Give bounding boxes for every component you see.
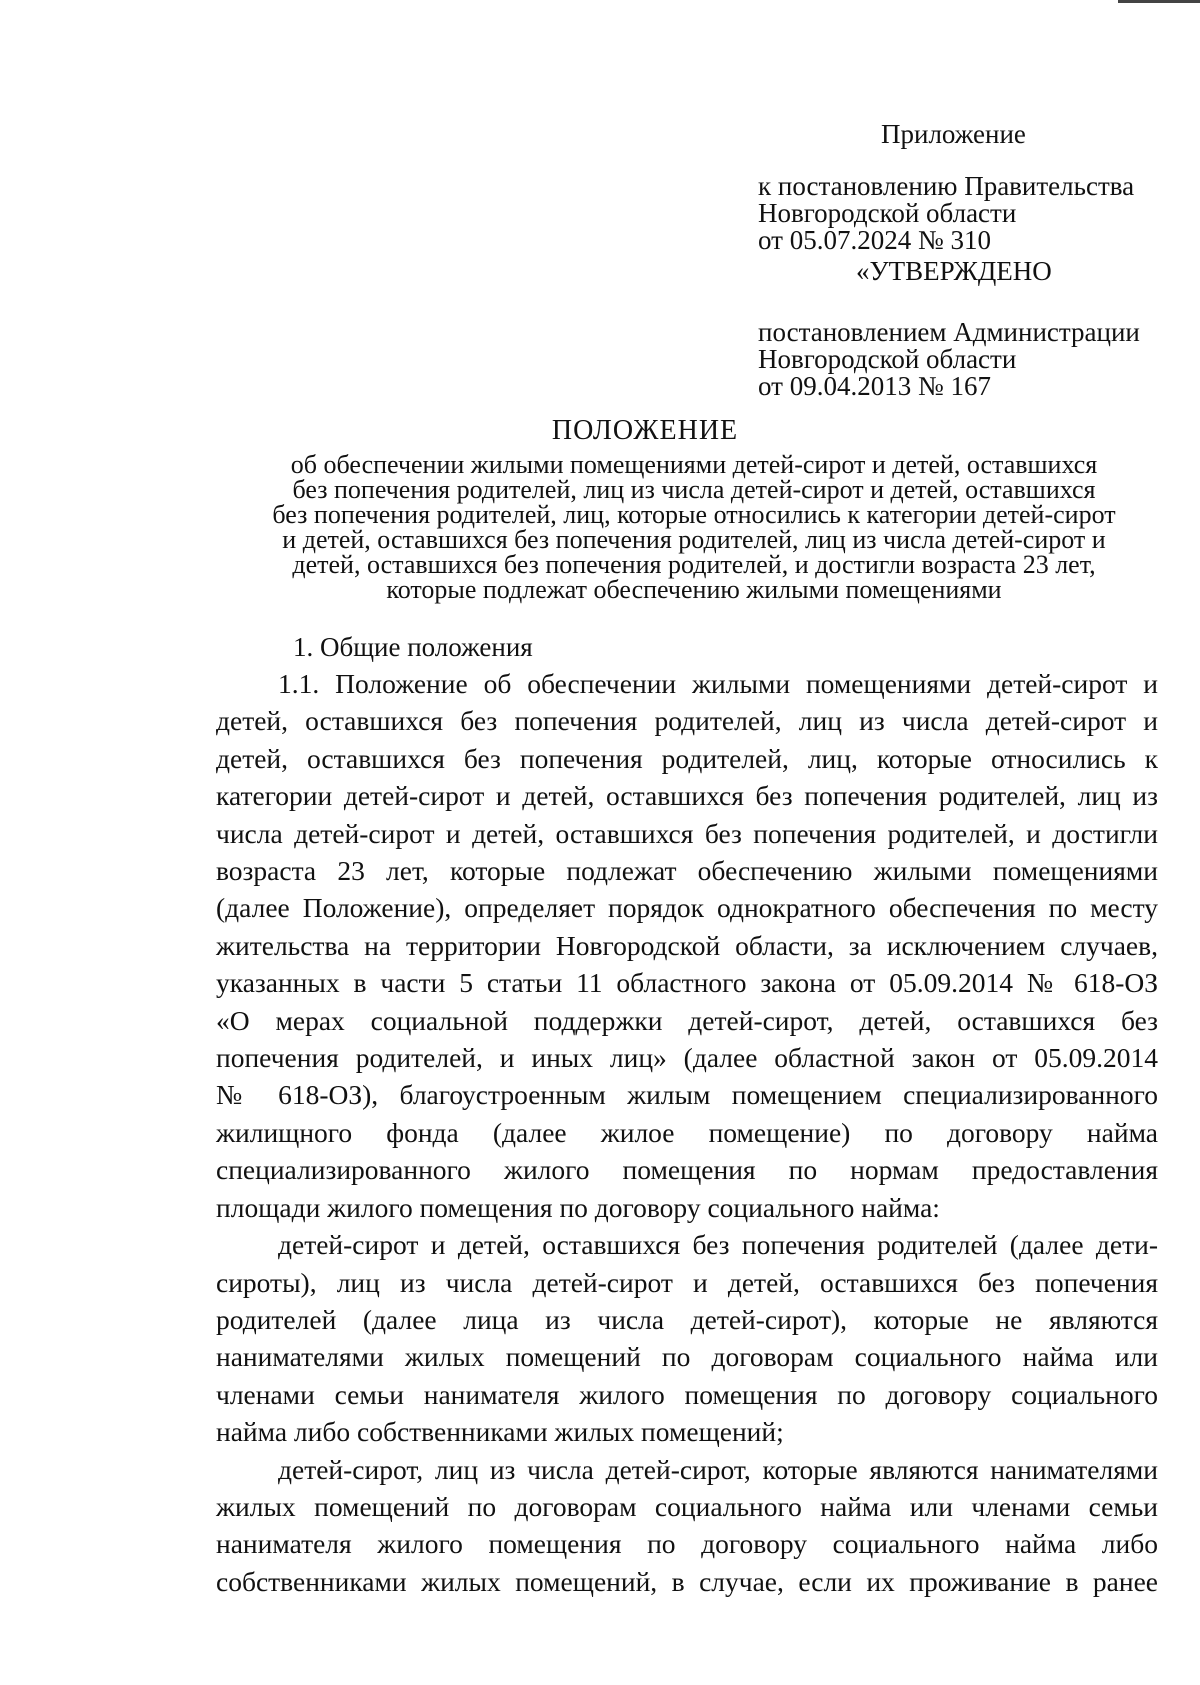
body-line: найма либо собственниками жилых помещений; <box>216 1416 784 1448</box>
body-line: детей-сирот и детей, оставшихся без попечения родителей (далее дети- <box>278 1229 1158 1261</box>
appendix-title: Приложение <box>881 119 1026 149</box>
body-line: «О мерах социальной поддержки детей-сирот, детей, оставшихся без <box>216 1004 1158 1036</box>
appendix-line: к постановлению Правительства <box>758 171 1135 201</box>
body-line: (далее Положение), определяет порядок однократного обеспечения по месту <box>216 892 1158 924</box>
approved-line: Новгородской области <box>758 344 1017 374</box>
subtitle-line: об обеспечении жилыми помещениями детей-сирот и детей, оставшихся <box>290 450 1098 479</box>
approved-line: постановлением Администрации <box>758 317 1140 347</box>
body-line: собственниками жилых помещений, в случае, если их проживание в ранее <box>216 1565 1158 1597</box>
body-line: площади жилого помещения по договору социального найма: <box>216 1191 940 1223</box>
subtitle-line: которые подлежат обеспечению жилыми помещениями <box>386 575 1002 604</box>
subtitle-line: детей, оставшихся без попечения родителей, и достигли возраста 23 лет, <box>292 550 1096 579</box>
body-line: 1.1. Положение об обеспечении жилыми помещениями детей-сирот и <box>278 668 1158 699</box>
approved-title: «УТВЕРЖДЕНО <box>856 256 1052 286</box>
body-line: категории детей-сирот и детей, оставшихся без попечения родителей, лиц из <box>216 780 1158 812</box>
appendix-line: от 05.07.2024 № 310 <box>758 225 991 255</box>
subtitle-line: без попечения родителей, лиц из числа детей-сирот и детей, оставшихся <box>292 475 1096 504</box>
section-heading: 1. Общие положения <box>293 632 533 662</box>
appendix-line: Новгородской области <box>758 198 1017 228</box>
body-line: нанимателя жилого помещения по договору социального найма либо <box>216 1528 1158 1560</box>
approved-block <box>758 258 1178 400</box>
subtitle-line: и детей, оставшихся без попечения родителей, лиц из числа детей-сирот и <box>282 525 1106 554</box>
document-body <box>216 665 1158 1600</box>
document-title: ПОЛОЖЕНИЕ <box>551 415 739 446</box>
body-line: детей, оставшихся без попечения родителей, лиц, которые относились к <box>216 742 1158 774</box>
body-line: № 618-ОЗ), благоустроенным жилым помещением специализированного <box>216 1079 1158 1111</box>
approved-line: от 09.04.2013 № 167 <box>758 371 991 401</box>
subtitle-line: без попечения родителей, лиц, которые относились к категории детей-сирот <box>272 500 1116 529</box>
body-line: членами семьи нанимателя жилого помещения по договору социального <box>216 1378 1158 1410</box>
body-line: числа детей-сирот и детей, оставшихся без попечения родителей, и достигли <box>216 817 1158 849</box>
body-line: родителей (далее лица из числа детей-сирот), которые не являются <box>216 1303 1158 1335</box>
body-line: попечения родителей, и иных лиц» (далее областной закон от 05.09.2014 <box>216 1042 1158 1074</box>
body-line: жительства на территории Новгородской области, за исключением случаев, <box>216 929 1158 961</box>
appendix-block <box>758 121 1178 254</box>
body-line: специализированного жилого помещения по нормам предоставления <box>216 1154 1158 1186</box>
body-line: нанимателями жилых помещений по договорам социального найма или <box>216 1341 1158 1373</box>
body-line: детей, оставшихся без попечения родителей, лиц из числа детей-сирот и <box>216 705 1158 737</box>
body-line: возраста 23 лет, которые подлежат обеспечению жилыми помещениями <box>216 855 1158 887</box>
body-line: сироты), лиц из числа детей-сирот и детей, оставшихся без попечения <box>216 1266 1158 1298</box>
document-subtitle <box>230 452 1158 602</box>
body-line: жилых помещений по договорам социального найма или членами семьи <box>216 1490 1158 1522</box>
body-line: указанных в части 5 статьи 11 областного закона от 05.09.2014 № 618-ОЗ <box>216 967 1158 999</box>
top-edge-rule <box>1118 0 1200 3</box>
body-line: жилищного фонда (далее жилое помещение) по договору найма <box>216 1116 1158 1148</box>
body-line: детей-сирот, лиц из числа детей-сирот, которые являются нанимателями <box>278 1453 1158 1485</box>
